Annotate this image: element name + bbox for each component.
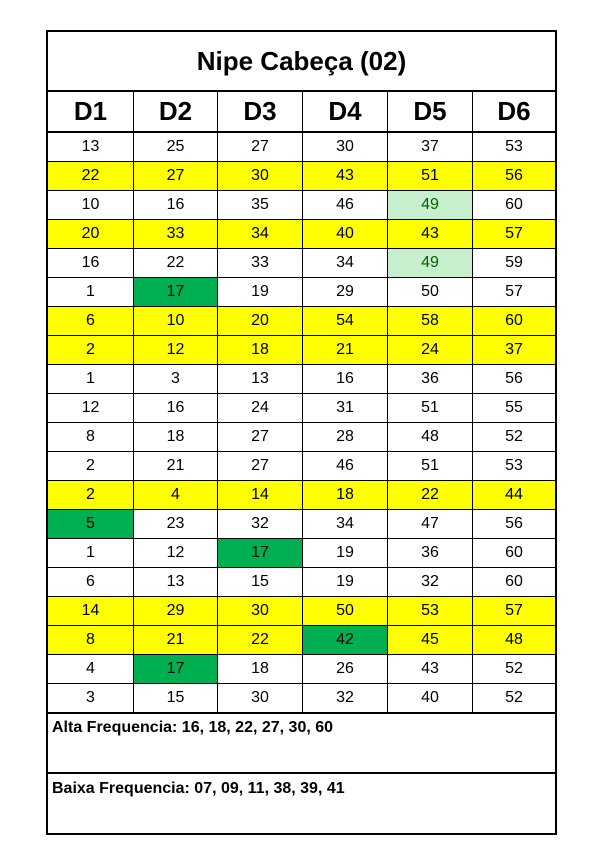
sheet-title: Nipe Cabeça (02) <box>48 32 555 92</box>
table-cell: 18 <box>303 481 388 509</box>
table-cell: 43 <box>388 655 473 683</box>
table-cell: 19 <box>303 539 388 567</box>
table-cell: 21 <box>134 626 218 654</box>
table-cell: 51 <box>388 162 473 190</box>
table-row <box>48 278 555 307</box>
table-cell: 2 <box>48 336 134 364</box>
table-cell: 2 <box>48 481 134 509</box>
table-row <box>48 452 555 481</box>
table-cell: 52 <box>505 428 523 445</box>
table-cell: 51 <box>388 394 473 422</box>
table-cell: 36 <box>388 539 473 567</box>
column-header-d5: D5 <box>388 92 473 131</box>
table-cell: 50 <box>303 597 388 625</box>
number-table-body <box>48 133 555 714</box>
table-cell: 59 <box>505 254 523 271</box>
table-cell: 49 <box>388 249 473 277</box>
table-cell: 35 <box>218 191 303 219</box>
table-cell: 22 <box>218 626 303 654</box>
table-cell: 55 <box>505 399 523 416</box>
table-row <box>48 568 555 597</box>
table-cell: 33 <box>218 249 303 277</box>
table-cell: 60 <box>473 307 555 335</box>
table-row <box>48 655 555 684</box>
table-row <box>48 307 555 336</box>
table-row <box>48 423 555 452</box>
table-cell: 2 <box>48 452 134 480</box>
table-cell: 10 <box>48 191 134 219</box>
table-cell: 48 <box>473 626 555 654</box>
table-cell: 43 <box>303 162 388 190</box>
table-cell: 31 <box>303 394 388 422</box>
table-cell: 24 <box>388 336 473 364</box>
low-frequency-note: Baixa Frequencia: 07, 09, 11, 38, 39, 41 <box>52 780 345 797</box>
table-cell: 34 <box>303 249 388 277</box>
column-header-row <box>48 92 555 133</box>
table-cell: 6 <box>48 568 134 596</box>
table-cell: 29 <box>303 278 388 306</box>
table-row <box>48 249 555 278</box>
table-cell: 60 <box>505 196 523 213</box>
table-row <box>48 597 555 626</box>
table-cell: 22 <box>388 481 473 509</box>
table-cell: 32 <box>303 684 388 712</box>
table-cell: 16 <box>48 249 134 277</box>
table-cell: 50 <box>388 278 473 306</box>
table-cell: 33 <box>134 220 218 248</box>
table-row <box>48 162 555 191</box>
table-cell: 58 <box>388 307 473 335</box>
table-cell: 22 <box>134 249 218 277</box>
table-row <box>48 684 555 714</box>
column-header-d1: D1 <box>48 92 134 131</box>
table-cell: 37 <box>388 133 473 161</box>
table-cell: 36 <box>388 365 473 393</box>
table-cell: 60 <box>505 544 523 561</box>
table-cell: 25 <box>134 133 218 161</box>
table-cell: 4 <box>134 481 218 509</box>
table-cell: 28 <box>303 423 388 451</box>
column-header-d3: D3 <box>218 92 303 131</box>
table-cell: 30 <box>303 133 388 161</box>
table-cell: 15 <box>218 568 303 596</box>
table-cell: 14 <box>218 481 303 509</box>
table-cell: 14 <box>48 597 134 625</box>
table-cell: 46 <box>303 452 388 480</box>
table-cell: 6 <box>48 307 134 335</box>
table-cell: 56 <box>473 162 555 190</box>
table-row <box>48 481 555 510</box>
table-cell: 40 <box>303 220 388 248</box>
table-cell: 45 <box>388 626 473 654</box>
table-cell: 29 <box>134 597 218 625</box>
table-cell: 13 <box>48 133 134 161</box>
table-cell: 49 <box>388 191 473 219</box>
column-header-d4: D4 <box>303 92 388 131</box>
table-row <box>48 365 555 394</box>
table-cell: 10 <box>134 307 218 335</box>
table-cell: 57 <box>505 283 523 300</box>
table-cell: 37 <box>473 336 555 364</box>
table-cell: 13 <box>218 365 303 393</box>
high-frequency-note: Alta Frequencia: 16, 18, 22, 27, 30, 60 <box>48 713 555 774</box>
table-row <box>48 336 555 365</box>
table-cell: 54 <box>303 307 388 335</box>
table-cell: 17 <box>134 655 218 683</box>
table-cell: 42 <box>303 626 388 654</box>
table-cell: 43 <box>388 220 473 248</box>
table-row <box>48 191 555 220</box>
lottery-sheet <box>46 30 557 835</box>
table-cell: 53 <box>505 457 523 474</box>
table-cell: 20 <box>48 220 134 248</box>
table-cell: 17 <box>218 539 303 567</box>
table-cell: 20 <box>218 307 303 335</box>
table-cell: 46 <box>303 191 388 219</box>
table-row <box>48 539 555 568</box>
table-cell: 3 <box>134 365 218 393</box>
table-cell: 53 <box>388 597 473 625</box>
table-cell: 34 <box>218 220 303 248</box>
table-cell: 32 <box>218 510 303 538</box>
table-cell: 16 <box>303 365 388 393</box>
table-cell: 1 <box>48 278 134 306</box>
table-cell: 30 <box>218 684 303 712</box>
table-cell: 60 <box>505 573 523 590</box>
table-cell: 19 <box>303 568 388 596</box>
table-cell: 8 <box>48 626 134 654</box>
table-cell: 4 <box>48 655 134 683</box>
table-cell: 12 <box>134 336 218 364</box>
table-cell: 30 <box>218 597 303 625</box>
table-cell: 8 <box>48 423 134 451</box>
table-cell: 12 <box>134 539 218 567</box>
table-cell: 47 <box>388 510 473 538</box>
table-cell: 18 <box>218 655 303 683</box>
table-cell: 27 <box>134 162 218 190</box>
table-cell: 51 <box>388 452 473 480</box>
column-header-d6: D6 <box>497 96 531 126</box>
table-cell: 27 <box>218 133 303 161</box>
table-cell: 19 <box>218 278 303 306</box>
table-cell: 30 <box>218 162 303 190</box>
table-cell: 27 <box>218 452 303 480</box>
table-cell: 26 <box>303 655 388 683</box>
table-cell: 52 <box>505 660 523 677</box>
table-cell: 52 <box>505 689 523 706</box>
table-cell: 17 <box>134 278 218 306</box>
table-cell: 5 <box>48 510 134 538</box>
table-cell: 57 <box>473 597 555 625</box>
table-cell: 40 <box>388 684 473 712</box>
table-cell: 32 <box>388 568 473 596</box>
table-row <box>48 626 555 655</box>
table-cell: 57 <box>473 220 555 248</box>
table-cell: 21 <box>303 336 388 364</box>
table-cell: 27 <box>218 423 303 451</box>
column-header-d2: D2 <box>134 92 218 131</box>
table-cell: 56 <box>505 515 523 532</box>
table-cell: 16 <box>134 394 218 422</box>
table-cell: 16 <box>134 191 218 219</box>
table-cell: 1 <box>48 539 134 567</box>
table-cell: 13 <box>134 568 218 596</box>
table-cell: 44 <box>473 481 555 509</box>
table-cell: 21 <box>134 452 218 480</box>
table-cell: 24 <box>218 394 303 422</box>
table-cell: 22 <box>48 162 134 190</box>
table-row <box>48 133 555 162</box>
table-cell: 1 <box>48 365 134 393</box>
table-row <box>48 510 555 539</box>
table-row <box>48 394 555 423</box>
table-cell: 15 <box>134 684 218 712</box>
table-cell: 18 <box>218 336 303 364</box>
table-cell: 56 <box>505 370 523 387</box>
table-cell: 53 <box>505 138 523 155</box>
table-cell: 23 <box>134 510 218 538</box>
table-row <box>48 220 555 249</box>
table-cell: 48 <box>388 423 473 451</box>
table-cell: 18 <box>134 423 218 451</box>
table-cell: 34 <box>303 510 388 538</box>
table-cell: 3 <box>48 684 134 712</box>
table-cell: 12 <box>48 394 134 422</box>
